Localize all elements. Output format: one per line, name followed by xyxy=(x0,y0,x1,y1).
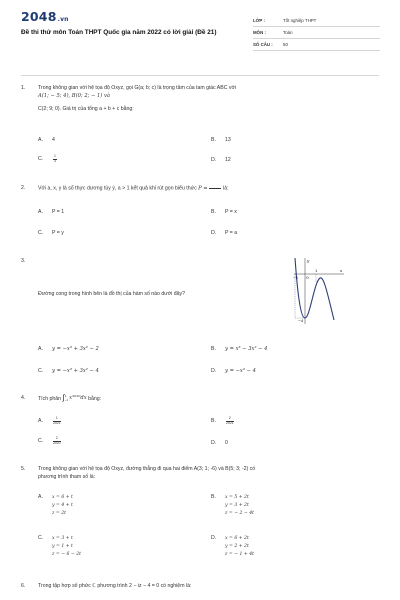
q5-option-c[interactable] xyxy=(38,535,81,559)
fraction-denominator: 2021 xyxy=(226,420,234,425)
expression-lhs: P = xyxy=(198,185,208,192)
option-letter: A. xyxy=(38,209,43,215)
equation-z: z = 2t xyxy=(52,511,66,516)
tick-bottom-label: −4 xyxy=(298,319,304,323)
fraction-numerator: 1 xyxy=(53,417,61,422)
q2-option-c[interactable] xyxy=(38,230,64,236)
option-letter: C. xyxy=(38,230,44,236)
question-1 xyxy=(21,84,381,113)
question-text-line2: A(1; − 5; 4), B(0; 2; − 1) và xyxy=(38,93,111,99)
equation-system xyxy=(52,494,73,518)
q5-option-a[interactable] xyxy=(38,494,73,518)
document-title: Đề thi thử môn Toán THPT Quốc gia năm 2022 có lời giải (Đề 21) xyxy=(21,29,217,36)
fraction-denominator: 2020 xyxy=(53,440,61,445)
q1-option-a[interactable] xyxy=(38,137,55,143)
meta-row-count xyxy=(253,39,380,51)
option-value: P = a xyxy=(225,230,238,236)
equation-z: z = − 1 + 4t xyxy=(225,552,254,557)
option-letter: D. xyxy=(211,535,217,541)
fraction-denominator: 2021 xyxy=(53,420,61,425)
option-letter: A. xyxy=(38,494,43,500)
question-6 xyxy=(21,582,381,590)
option-letter: D. xyxy=(211,368,217,374)
q2-option-b[interactable] xyxy=(211,209,237,215)
option-letter: A. xyxy=(38,346,43,352)
fraction xyxy=(53,155,57,163)
option-value: 13 xyxy=(225,137,231,143)
option-letter: B. xyxy=(211,494,216,500)
question-number: 2. xyxy=(21,185,26,191)
meta-value: Tốt nghiệp THPT xyxy=(283,18,317,23)
option-value: y = −x³ + 3x² − 4 xyxy=(52,368,99,374)
question-number: 4. xyxy=(21,395,26,401)
question-number: 3. xyxy=(21,258,26,264)
expression-fraction xyxy=(209,184,221,192)
brand-logo[interactable] xyxy=(21,9,69,24)
question-number: 5. xyxy=(21,466,26,472)
question-4 xyxy=(21,394,381,403)
question-text: Đường cong trong hình bên là đồ thị của hàm số nào dưới đây? xyxy=(38,291,185,297)
option-value: y = x³ − 3x² − 4 xyxy=(225,346,268,352)
q3-option-b[interactable] xyxy=(211,346,267,352)
q1-option-b[interactable] xyxy=(211,137,231,143)
option-value: 4 xyxy=(52,137,55,143)
option-letter: D. xyxy=(211,440,217,446)
question-tail: bằng: xyxy=(88,396,102,402)
option-value: y = −x³ + 3x² − 2 xyxy=(52,346,99,352)
option-value: 0 xyxy=(225,440,228,446)
equation-z: z = − 6 − 2t xyxy=(52,552,81,557)
equation-x: x = 3 + t xyxy=(52,536,73,541)
equation-system xyxy=(52,535,81,559)
option-letter: C. xyxy=(38,438,44,445)
option-letter: B. xyxy=(211,209,216,215)
meta-label: LỚP : xyxy=(253,18,265,23)
question-tail: là: xyxy=(223,185,229,192)
question-text: Trong không gian với hệ tọa độ Oxyz, gọi G(a; b; c) là trọng tâm của tam giác ABC với xyxy=(38,85,237,91)
meta-table xyxy=(253,15,380,51)
cubic-graph xyxy=(294,256,346,326)
option-letter: D. xyxy=(211,230,217,236)
q1-option-d[interactable] xyxy=(211,157,231,163)
y-axis-label: y xyxy=(307,258,310,263)
q4-option-d[interactable] xyxy=(211,440,228,446)
equation-y: y = 1 + t xyxy=(52,544,73,549)
option-letter: B. xyxy=(211,418,216,425)
equation-system xyxy=(225,494,254,518)
q1-option-c[interactable] xyxy=(38,155,58,163)
fraction-numerator: 2 xyxy=(226,417,234,422)
q2-option-d[interactable] xyxy=(211,230,237,236)
option-value: P = y xyxy=(52,230,64,236)
integral-expression xyxy=(63,394,87,402)
option-value: y = −x³ − 4 xyxy=(225,368,256,374)
question-text: Trong tập hợp số phức ℂ phương trình 2 − iz − 4 = 0 có nghiệm là: xyxy=(38,583,192,589)
fraction xyxy=(226,417,234,425)
equation-y: y = 2 + 2t xyxy=(225,544,249,549)
meta-value: 50 xyxy=(283,42,288,47)
option-letter: A. xyxy=(38,418,43,425)
meta-value: Toán xyxy=(283,30,293,35)
option-value: P = 1 xyxy=(52,209,65,215)
q3-option-c[interactable] xyxy=(38,368,99,374)
equation-z: z = − 2 − 4t xyxy=(225,511,254,516)
option-letter: C. xyxy=(38,368,44,374)
question-number: 6. xyxy=(21,583,26,589)
equation-y: y = 4 + t xyxy=(52,503,73,508)
option-letter: C. xyxy=(38,535,44,541)
q4-option-c[interactable] xyxy=(38,437,62,445)
integral-bounds xyxy=(62,393,69,402)
fraction-denominator: 3 xyxy=(54,158,56,163)
tick-right-label: 1 xyxy=(315,269,318,273)
equation-y: y = 3 + 2t xyxy=(225,503,249,508)
question-text-line3: C(2; 9; 0). Giá trị của tổng a + b + c bằng: xyxy=(38,106,134,112)
equation-system xyxy=(225,535,254,559)
brand-suffix: .vn xyxy=(57,16,69,23)
equation-x: x = 5 + 2t xyxy=(225,495,249,500)
question-text: Với a, x, y là số thực dương tùy ý, a > 1 kết quả khi rút gọn biểu thức xyxy=(38,185,197,192)
lower-bound: −1 xyxy=(64,398,69,402)
option-letter: C. xyxy=(38,156,44,163)
equation-x: x = 6 + 2t xyxy=(225,536,249,541)
fraction-numerator: 1 xyxy=(54,154,56,158)
x-axis-label: x xyxy=(340,268,343,273)
integrand: x²⁰²⁰dx xyxy=(69,395,87,401)
option-value: 12 xyxy=(225,157,231,163)
fraction xyxy=(53,417,61,425)
meta-label: MÔN : xyxy=(253,30,266,35)
equation-x: x = 6 + t xyxy=(52,495,73,500)
header-divider xyxy=(21,75,379,76)
meta-row-subject xyxy=(253,27,380,39)
q3-option-a[interactable] xyxy=(38,346,99,352)
question-2 xyxy=(21,184,381,192)
fraction xyxy=(53,437,61,445)
q4-option-b[interactable] xyxy=(211,417,235,425)
meta-row-class xyxy=(253,15,380,27)
question-text: Tích phân xyxy=(38,396,62,402)
option-letter: B. xyxy=(211,346,216,352)
tick-left-label: −1 xyxy=(293,276,299,280)
option-letter: A. xyxy=(38,137,43,143)
question-text-row xyxy=(38,394,381,403)
question-text-line2: phương trình tham số là: xyxy=(38,474,96,480)
option-value: P = x xyxy=(225,209,237,215)
integral-sign: ∫ xyxy=(62,393,65,402)
brand-name: 2048 xyxy=(21,9,57,24)
question-number: 1. xyxy=(21,85,26,91)
cubic-curve xyxy=(295,258,334,320)
q2-option-a[interactable] xyxy=(38,209,64,215)
meta-label: SỐ CÂU : xyxy=(253,42,273,47)
q4-option-a[interactable] xyxy=(38,417,62,425)
q5-option-d[interactable] xyxy=(211,535,254,559)
option-letter: D. xyxy=(211,157,217,163)
question-text: Trong không gian với hệ tọa độ Oxyz, đường thẳng đi qua hai điểm A(3; 1; -6) và B(5; 3; -2) có xyxy=(38,466,256,472)
upper-bound: 1 xyxy=(64,394,67,398)
fraction-numerator: 2 xyxy=(53,437,61,442)
q5-option-b[interactable] xyxy=(211,494,254,518)
q3-option-d[interactable] xyxy=(211,368,256,374)
origin-label: O xyxy=(306,276,309,280)
option-letter: B. xyxy=(211,137,216,143)
question-5 xyxy=(21,465,381,481)
question-text-row xyxy=(38,184,381,192)
